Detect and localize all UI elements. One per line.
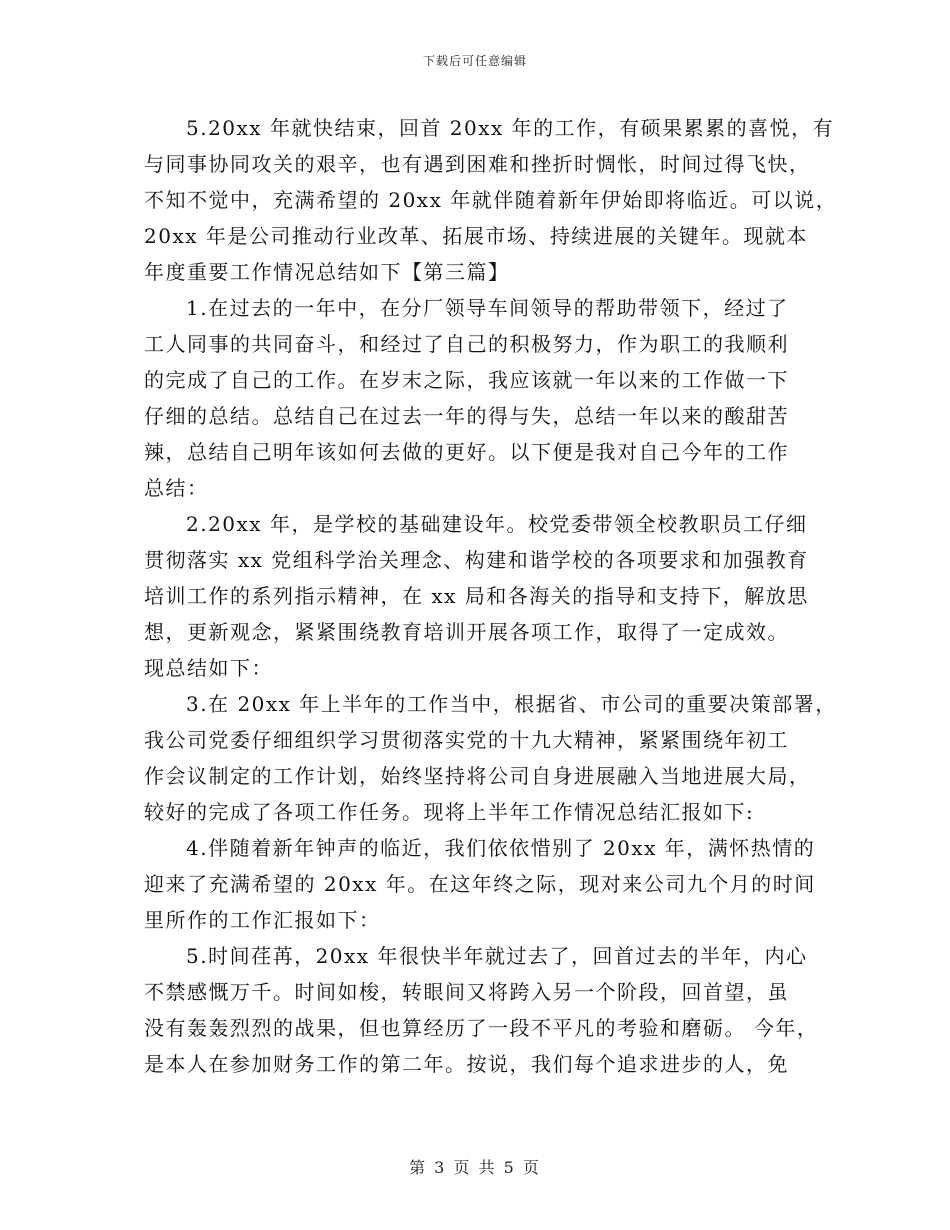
text-line: 辣，总结自己明年该如何去做的更好。以下便是我对自己今年的工作: [144, 440, 789, 464]
text-line: 的完成了自己的工作。在岁末之际，我应该就一年以来的工作做一下: [144, 368, 789, 392]
text-line: 没有轰轰烈烈的战果，但也算经历了一段不平凡的考验和磨砺。 今年，: [144, 1016, 819, 1040]
page-header: 下载后可任意编辑: [422, 54, 527, 68]
text-line: 5.时间荏苒，20xx 年很快半年就过去了，回首过去的半年，内心: [186, 944, 808, 968]
text-line: 贯彻落实 xx 党组科学治关理念、构建和谐学校的各项要求和加强教育: [144, 548, 809, 572]
text-line: 想，更新观念，紧紧围绕教育培训开展各项工作，取得了一定成效。: [144, 620, 789, 644]
text-line: 不禁感慨万千。时间如梭，转眼间又将跨入另一个阶段，回首望，虽: [144, 980, 789, 1004]
text-line: 5.20xx 年就快结束，回首 20xx 年的工作，有硕果累累的喜悦，有: [186, 116, 835, 140]
text-line: 3.在 20xx 年上半年的工作当中，根据省、市公司的重要决策部署，: [186, 692, 837, 716]
text-line: 培训工作的系列指示精神，在 xx 局和各海关的指导和支持下，解放思: [144, 584, 809, 608]
text-line: 与同事协同攻关的艰辛，也有遇到困难和挫折时惆怅，时间过得飞快，: [144, 152, 811, 176]
text-line: 我公司党委仔细组织学习贯彻落实党的十九大精神，紧紧围绕年初工: [144, 728, 789, 752]
text-line: 总结：: [144, 476, 209, 500]
page-footer: 第 3 页 共 5 页: [409, 1158, 541, 1177]
text-line: 年度重要工作情况总结如下【第三篇】: [144, 260, 510, 284]
text-line: 现总结如下：: [144, 656, 273, 680]
text-line: 2.20xx 年，是学校的基础建设年。校党委带领全校教职员工仔细: [186, 512, 808, 536]
text-line: 20xx 年是公司推动行业改革、拓展市场、持续进展的关键年。现就本: [144, 224, 808, 248]
document-body: [144, 110, 838, 1082]
text-line: 迎来了充满希望的 20xx 年。在这年终之际，现对来公司九个月的时间: [144, 872, 816, 896]
text-line: 里所作的工作汇报如下：: [144, 908, 381, 932]
text-line: 仔细的总结。总结自己在过去一年的得与失，总结一年以来的酸甜苦: [144, 404, 789, 428]
text-line: 工人同事的共同奋斗，和经过了自己的积极努力，作为职工的我顺利: [144, 332, 789, 356]
text-line: 是本人在参加财务工作的第二年。按说，我们每个追求进步的人，免: [144, 1052, 789, 1076]
text-line: 较好的完成了各项工作任务。现将上半年工作情况总结汇报如下:: [144, 800, 755, 824]
text-line: 作会议制定的工作计划，始终坚持将公司自身进展融入当地进展大局，: [144, 764, 811, 788]
text-line: 1.在过去的一年中，在分厂领导车间领导的帮助带领下，经过了: [186, 296, 789, 320]
text-line: 4.伴随着新年钟声的临近，我们依依惜别了 20xx 年，满怀热情的: [186, 836, 816, 860]
text-line: 不知不觉中，充满希望的 20xx 年就伴随着新年伊始即将临近。可以说，: [144, 188, 838, 212]
